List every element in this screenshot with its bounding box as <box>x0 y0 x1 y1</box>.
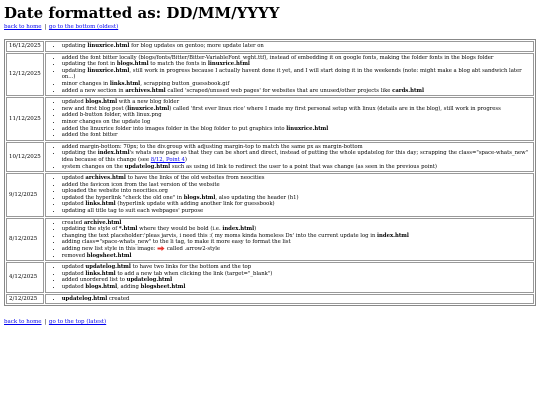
log-text: for blog updates on gentoo; more update later on <box>129 43 264 49</box>
log-date: 2/12/2025 <box>6 294 44 305</box>
log-item <box>62 271 531 278</box>
log-item <box>62 246 531 253</box>
file-name: archives.html <box>125 87 166 94</box>
log-text: minor changes on the update log <box>61 118 151 125</box>
log-item <box>62 112 531 119</box>
log-text: updating all title tag to suit each webpages' purpose <box>61 208 204 215</box>
log-date: 12/12/2025 <box>6 53 44 97</box>
log-text: ) called 'first ever linux rice' where I made my first personal setup with linux (details are in the blog), still work in progress <box>169 105 501 112</box>
update-log-table <box>4 39 536 306</box>
go-to-bottom-link[interactable]: go to the bottom (oldest) <box>48 24 119 30</box>
file-name: blogsheet.html <box>140 284 186 290</box>
log-text: , adding <box>117 284 141 290</box>
log-item-list <box>48 55 531 95</box>
log-items-cell <box>45 294 534 305</box>
log-text: removed <box>61 252 87 259</box>
log-item-list <box>48 99 531 139</box>
log-row <box>6 53 534 97</box>
log-item-list <box>48 43 531 50</box>
log-text: ) <box>254 226 257 233</box>
file-name: index.html <box>97 150 130 157</box>
file-name: updatelog.html <box>85 264 131 271</box>
file-name: blogs.html <box>85 99 118 106</box>
log-text: with a new blog folder <box>117 99 180 106</box>
log-text: 's whats new page so that they can be short and direct, instead of putting the whole updatelog for this day; scrapping the class="space-whats_new" idea because of this change (see <box>61 150 529 163</box>
log-item-list <box>48 175 531 215</box>
file-name: updatelog.html <box>126 277 173 284</box>
log-text: to match the fonts in <box>148 61 208 68</box>
nav-separator: | <box>44 319 47 326</box>
log-item <box>62 182 531 189</box>
log-item <box>62 239 531 246</box>
log-text: updating the <box>61 150 98 157</box>
top-nav <box>4 23 536 31</box>
log-text: added the font bitter locally (blogs/fonts/Bitter/Bitter-VariableFont_wght.ttf), instead of embedding it on google fonts, making the folder fonts in the blogs folder <box>61 54 494 61</box>
log-text: created <box>107 295 130 302</box>
log-text: added a new section in <box>61 87 126 94</box>
log-text: to have the links of the old websites from neocities <box>125 175 265 182</box>
log-date: 11/12/2025 <box>6 97 44 141</box>
log-text: , also updating the header (h1) <box>215 194 299 201</box>
file-name: blogs.html <box>85 284 118 290</box>
log-items-cell <box>45 262 534 292</box>
log-text: added unordered list to <box>61 277 127 284</box>
log-text: ) <box>184 156 187 163</box>
log-text: updated <box>61 264 86 271</box>
bottom-nav <box>4 318 536 326</box>
log-item <box>62 126 531 133</box>
red-arrow-icon <box>157 246 165 251</box>
log-item <box>62 144 531 151</box>
log-item <box>62 296 531 303</box>
file-name: links.html <box>85 270 116 277</box>
file-name: archive.html <box>83 219 122 226</box>
log-items-cell <box>45 218 534 262</box>
log-text: updated <box>61 201 86 208</box>
page-title: Date formatted as: DD/MM/YYYY <box>4 4 280 22</box>
log-item-list <box>48 144 531 170</box>
log-text: uploaded the website into neocities.org <box>61 188 168 195</box>
log-item-list <box>48 296 531 303</box>
log-row <box>6 97 534 141</box>
log-row <box>6 41 534 52</box>
log-item <box>62 55 531 62</box>
log-row <box>6 142 534 172</box>
file-name: index.html <box>222 226 255 233</box>
log-text: new and first blog post ( <box>61 105 128 112</box>
log-item <box>62 99 531 106</box>
log-item <box>62 164 531 171</box>
file-name: cards.html <box>392 87 425 94</box>
log-date: 16/12/2025 <box>6 41 44 52</box>
log-items-cell <box>45 53 534 97</box>
log-text: added the font bitter <box>61 132 118 139</box>
log-item <box>62 201 531 208</box>
log-item <box>62 81 531 88</box>
file-name: blogsheet.html <box>86 252 132 259</box>
log-text: updating <box>61 43 88 49</box>
log-text: added b-button folder, with linux.png <box>61 112 162 119</box>
file-name: links.html <box>85 201 116 208</box>
go-to-top-link[interactable]: go to the top (latest) <box>48 319 107 326</box>
log-date: 10/12/2025 <box>6 142 44 172</box>
file-name: links.html <box>109 80 141 87</box>
log-date: 9/12/2025 <box>6 173 44 217</box>
log-item <box>62 119 531 126</box>
log-item <box>62 150 531 163</box>
back-to-home-link[interactable]: back to home <box>4 24 42 30</box>
log-items-cell <box>45 41 534 52</box>
file-name: updatelog.html <box>61 295 108 302</box>
log-row <box>6 173 534 217</box>
file-name: linuxrice.html <box>207 61 250 68</box>
log-item <box>62 253 531 260</box>
log-item <box>62 88 531 95</box>
file-name: linuxrice.html <box>87 43 130 49</box>
log-date: 8/12/2025 <box>6 218 44 262</box>
log-text: updated <box>61 270 86 277</box>
log-text: called .arrow2-style <box>165 246 221 253</box>
log-text: , scrapping button_guessbook.gif <box>140 80 230 87</box>
log-text: updated <box>61 175 86 182</box>
log-items-cell <box>45 142 534 172</box>
log-text: where they would be bold (i.e. <box>137 226 223 233</box>
file-name: *.html <box>118 226 138 233</box>
log-text: changing the text placeholder:'pleas jarvis, i need this :( my moms kinda homeless Dx' into the current update log in <box>61 232 378 239</box>
log-item <box>62 226 531 233</box>
log-items-cell <box>45 97 534 141</box>
log-item <box>62 277 531 284</box>
log-text: updated <box>61 99 86 106</box>
log-item <box>62 264 531 271</box>
log-item <box>62 106 531 113</box>
file-name: archives.html <box>85 175 126 182</box>
log-item <box>62 61 531 68</box>
log-text: updated <box>61 284 86 290</box>
file-name: updatelog.html <box>124 163 171 170</box>
log-item <box>62 233 531 240</box>
log-item <box>62 132 531 139</box>
log-items-cell <box>45 173 534 217</box>
log-text: called 'scraped/unused web pages' for websites that are unused/other projects like <box>165 87 393 94</box>
log-text: updating the style of <box>61 226 119 233</box>
log-text: added margin-bottom: 70px; to the div.group with adjusting margin-top to match the same px as margin-bottom <box>61 143 363 150</box>
log-item-list <box>48 220 531 260</box>
file-name: blogs.html <box>183 194 216 201</box>
log-item-list <box>48 264 531 290</box>
log-text: adding new list style in this image: <box>61 246 158 253</box>
log-text: added the favicon icon from the last version of the website <box>61 181 220 188</box>
file-name: blogs.html <box>116 61 149 68</box>
log-item <box>62 43 531 50</box>
log-text: updating <box>61 67 88 74</box>
log-text: created <box>61 219 84 226</box>
log-row <box>6 218 534 262</box>
log-item <box>62 188 531 195</box>
log-text: to add a new tab when clicking the link (target="_blank") <box>115 270 273 277</box>
log-item <box>62 68 531 81</box>
log-item <box>62 175 531 182</box>
log-row <box>6 262 534 292</box>
file-name: linuxrice.html <box>87 67 130 74</box>
log-item <box>62 284 531 291</box>
log-item <box>62 208 531 215</box>
log-row <box>6 294 534 305</box>
log-text: updated the hyperlink "check the old one" in <box>61 194 184 201</box>
log-text: (hyperlink update with adding another link for guessbook) <box>115 201 275 208</box>
log-text: to have two links for the bottom and the top <box>130 264 252 271</box>
file-name: linuxrice.html <box>286 125 329 132</box>
log-text: minor changes in <box>61 80 110 87</box>
nav-separator: | <box>44 24 47 30</box>
log-date: 4/12/2025 <box>6 262 44 292</box>
file-name: index.html <box>377 232 409 239</box>
log-text: adding class="space-whats_new" to the li tag, to make it more easy to format the list <box>61 239 291 246</box>
back-to-home-link-bottom[interactable]: back to home <box>4 319 42 326</box>
log-text: added the linuxrice folder into images folder in the blog folder to put graphics into <box>61 125 287 132</box>
log-text: such as using id link to redirect the user to a point that was change (as seen in the previous point) <box>170 163 437 170</box>
point-link[interactable]: 8/12, Point 4 <box>150 156 185 163</box>
log-text: updating the font in <box>61 61 117 68</box>
file-name: linuxrice.html <box>127 105 170 112</box>
log-text: , still work in progress because I actually havent done it yet, and I will start doing it in the weekends (note: might make a blog abt sandwich later on...) <box>61 67 522 81</box>
log-text: system changes on the <box>61 163 125 170</box>
